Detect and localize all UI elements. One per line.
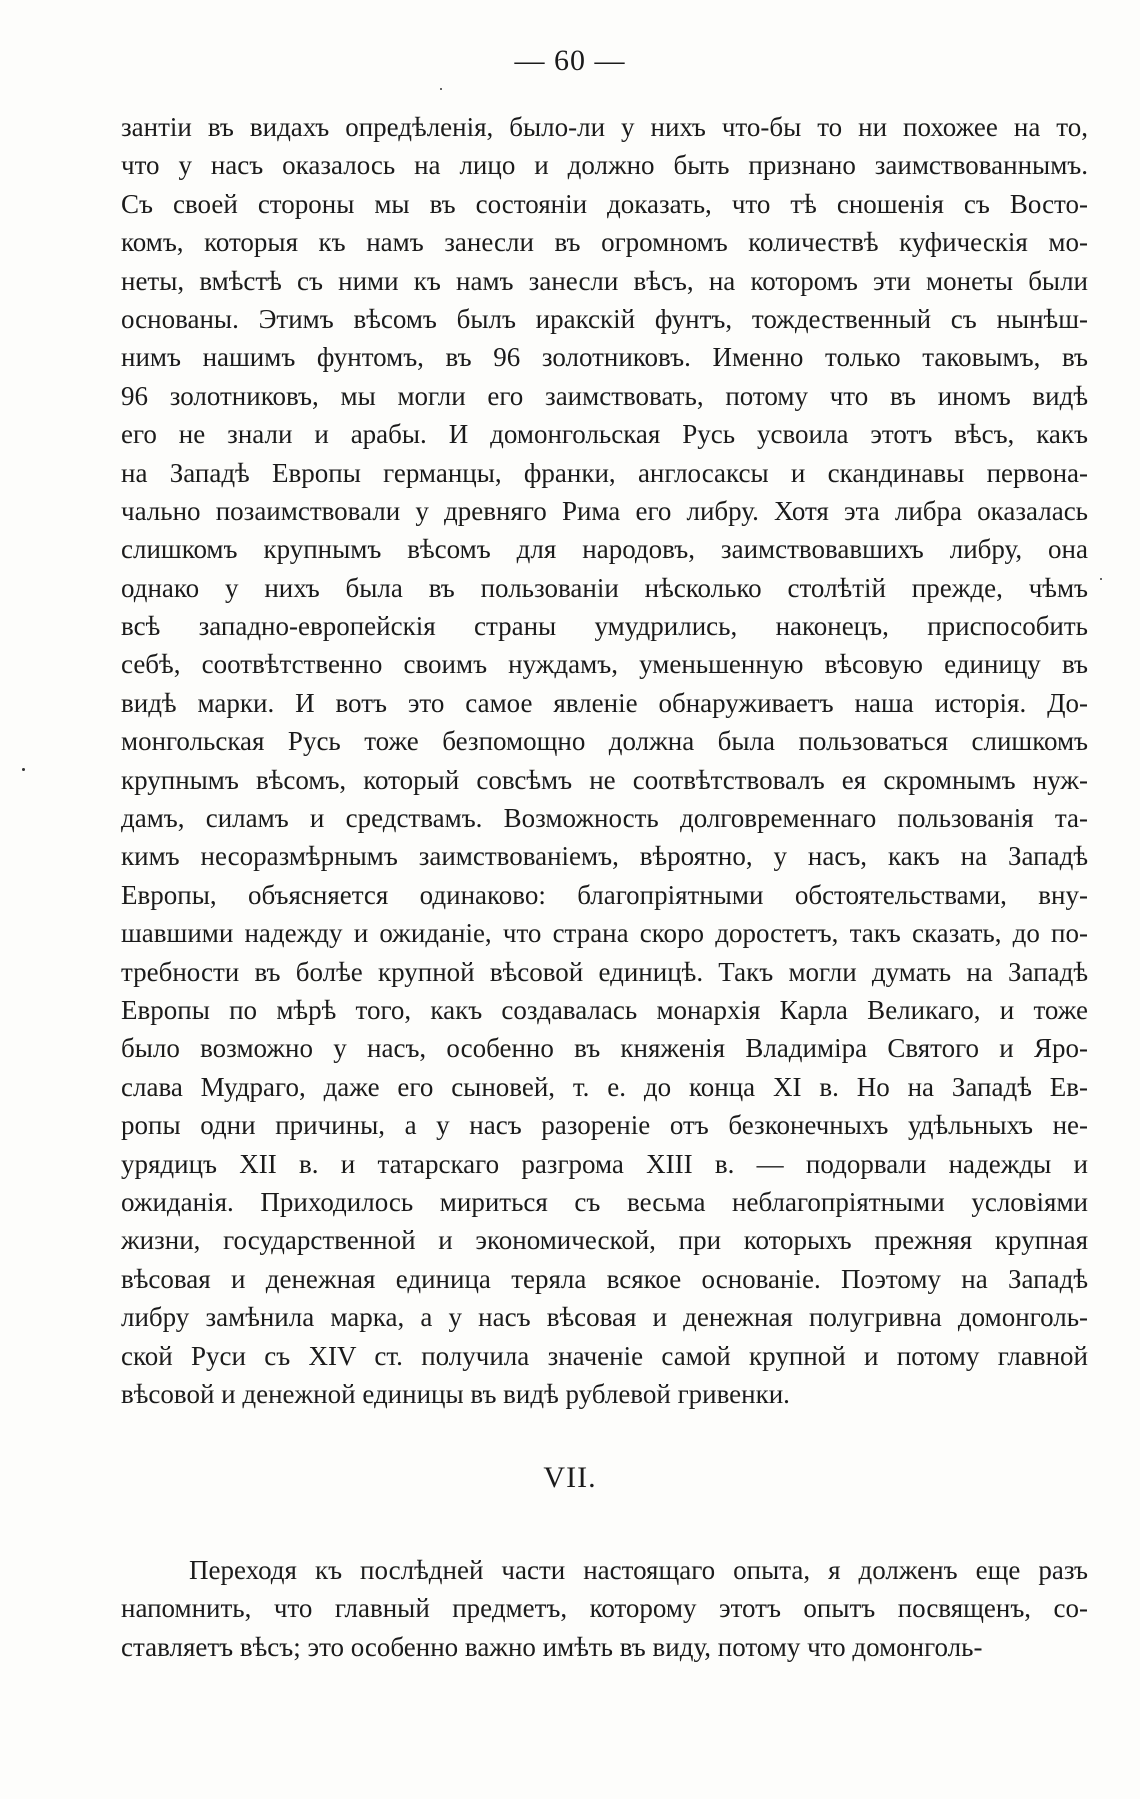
paragraph-2 [121, 1551, 1088, 1666]
text-line: неты, вмѣстѣ съ ними къ намъ занесли вѣсъ, на которомъ эти монеты были [121, 265, 1088, 296]
text-line: ропы одни причины, а у насъ разореніе отъ безконечныхъ удѣльныхъ не- [121, 1110, 1088, 1141]
text-line: всѣ западно-европейскія страны умудрились, наконецъ, приспособить [121, 611, 1088, 642]
text-line: вѣсовой и денежной единицы въ видѣ рублевой гривенки. [121, 1378, 790, 1409]
text-line: крупнымъ вѣсомъ, который совсѣмъ не соотвѣтствовалъ ея скромнымъ нуж- [121, 764, 1088, 795]
text-line: видѣ марки. И вотъ это самое явленіе обнаруживаетъ наша исторія. До- [121, 687, 1088, 718]
text-line: что у насъ оказалось на лицо и должно быть признано заимствованнымъ. [121, 150, 1088, 181]
print-speck [22, 768, 25, 771]
text-line: шавшими надежду и ожиданіе, что страна скоро доростетъ, такъ сказать, до по- [121, 918, 1088, 949]
text-line: слишкомъ крупнымъ вѣсомъ для народовъ, заимствовавшихъ либру, она [121, 534, 1088, 565]
page-number: — 60 — [514, 44, 626, 77]
text-line: зантіи въ видахъ опредѣленія, было-ли у нихъ что-бы то ни похожее на то, [121, 112, 1088, 142]
text-line: Переходя къ послѣдней части настоящаго опыта, я долженъ еще разъ [189, 1555, 1088, 1585]
text-line: напомнить, что главный предметъ, которому этотъ опытъ посвященъ, со- [121, 1593, 1088, 1624]
text-line: на Западѣ Европы германцы, франки, англосаксы и скандинавы первона- [121, 457, 1088, 488]
text-line: ставляетъ вѣсъ; это особенно важно имѣть въ виду, потому что домонголь- [121, 1631, 983, 1662]
text-line: себѣ, соотвѣтственно своимъ нуждамъ, уменьшенную вѣсовую единицу въ [121, 649, 1088, 680]
text-line: Европы, объясняется одинаково: благопріятными обстоятельствами, вну- [121, 879, 1088, 910]
text-line: ожиданія. Приходилось мириться съ весьма неблагопріятными условіями [121, 1186, 1088, 1217]
text-line: вѣсовая и денежная единица теряла всякое основаніе. Поэтому на Западѣ [121, 1263, 1088, 1294]
text-line: дамъ, силамъ и средствамъ. Возможность долговременнаго пользованія та- [121, 803, 1088, 834]
text-line: требности въ болѣе крупной вѣсовой единицѣ. Такъ могли думать на Западѣ [121, 956, 1088, 987]
text-line: урядицъ XII в. и татарскаго разгрома XIII в. — подорвали надежды и [121, 1148, 1088, 1179]
text-line: 96 золотниковъ, мы могли его заимствовать, потому что въ иномъ видѣ [121, 380, 1088, 411]
text-line: было возможно у насъ, особенно въ княженія Владиміра Святого и Яро- [121, 1033, 1088, 1064]
text-line: его не знали и арабы. И домонгольская Русь усвоила этотъ вѣсъ, какъ [121, 419, 1088, 450]
text-line: ской Руси съ XIV ст. получила значеніе самой крупной и потому главной [121, 1340, 1088, 1371]
text-line: однако у нихъ была въ пользованіи нѣсколько столѣтій прежде, чѣмъ [121, 572, 1088, 603]
text-line: Съ своей стороны мы въ состояніи доказать, что тѣ сношенія съ Восто- [121, 188, 1088, 219]
section-heading: VII. [543, 1461, 597, 1494]
print-speck [440, 88, 442, 90]
text-line: жизни, государственной и экономической, при которыхъ прежняя крупная [121, 1225, 1088, 1256]
text-line: основаны. Этимъ вѣсомъ былъ иракскій фунтъ, тождественный съ нынѣш- [121, 303, 1088, 334]
text-line: комъ, которыя къ намъ занесли въ огромномъ количествѣ куфическія мо- [121, 227, 1088, 258]
text-line: слава Мудраго, даже его сыновей, т. е. до конца XI в. Но на Западѣ Ев- [121, 1071, 1088, 1102]
text-line: либру замѣнила марка, а у насъ вѣсовая и денежная полугривна домонголь- [121, 1302, 1088, 1333]
text-line: чально позаимствовали у древняго Рима его либру. Хотя эта либра оказалась [121, 495, 1088, 526]
text-line: монгольская Русь тоже безпомощно должна была пользоваться слишкомъ [121, 726, 1088, 757]
text-line: кимъ несоразмѣрнымъ заимствованіемъ, вѣроятно, у насъ, какъ на Западѣ [121, 841, 1088, 872]
print-speck [1100, 578, 1102, 580]
paragraph-1 [121, 108, 1088, 1413]
text-line: Европы по мѣрѣ того, какъ создавалась монархія Карла Великаго, и тоже [121, 994, 1088, 1025]
text-line: нимъ нашимъ фунтомъ, въ 96 золотниковъ. Именно только таковымъ, въ [121, 342, 1088, 373]
